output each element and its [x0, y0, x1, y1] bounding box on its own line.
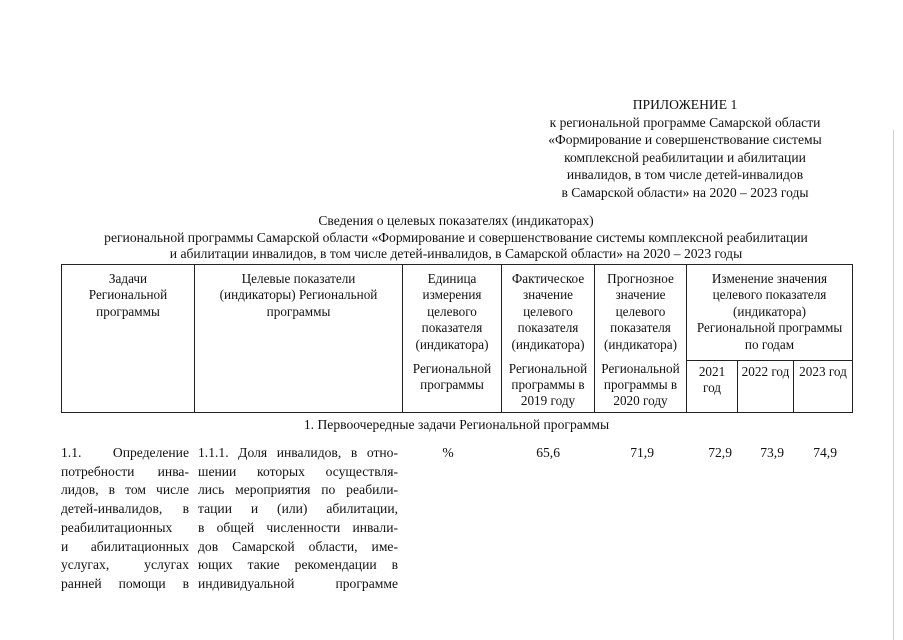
task-line: лидов, в том числе: [61, 482, 189, 498]
appendix-line: в Самарской области» на 2020 – 2023 годы: [561, 184, 809, 200]
header-forecast-top: Прогнозное значение целевого показателя (индикатора): [595, 265, 687, 361]
year-2022-value: 73,9: [760, 445, 784, 460]
appendix-title: ПРИЛОЖЕНИЕ 1: [632, 97, 738, 112]
appendix-block: [520, 96, 850, 202]
indicator-line: лись мероприятия по реабили-: [198, 482, 398, 498]
scan-edge-line: [893, 130, 894, 640]
task-line: 1.1. Определение: [61, 445, 189, 460]
appendix-line: «Формирование и совершенствование системы: [548, 132, 822, 148]
task-line: потребности инва-: [61, 463, 189, 479]
indicator-line: дов Самарской области, име-: [198, 538, 398, 554]
appendix-line: инвалидов, в том числе детей-инвалидов: [566, 167, 804, 183]
indicator-line: шении которых осуществля-: [198, 463, 398, 479]
indicator-line: в общей численности инвали-: [198, 519, 398, 535]
indicator-line: тации и (или) абилитации,: [198, 501, 398, 517]
task-line: ранней помощи в: [61, 575, 189, 591]
task-line: детей-инвалидов, в: [61, 501, 189, 517]
header-unit-bottom: Региональной программы: [403, 361, 502, 413]
task-line: и абилитационных: [61, 538, 189, 554]
task-line: реабилитационных: [61, 519, 173, 535]
task-cell: [61, 444, 189, 594]
header-year-2023: 2023 год: [794, 361, 853, 413]
year-2023-value: 74,9: [813, 445, 837, 460]
indicator-line: ющих такие рекомендации в: [198, 557, 398, 573]
heading-line: региональной программы Самарской области «Формирование и совершенствование системы комплексной реабилитации: [104, 229, 808, 245]
indicator-cell: [198, 444, 398, 594]
indicators-table: [61, 264, 853, 413]
appendix-line: к региональной программе Самарской области: [549, 114, 821, 130]
year-2021-value: 72,9: [708, 445, 732, 460]
actual-2019-value: 65,6: [536, 445, 560, 460]
heading-line: Сведения о целевых показателях (индикаторах): [318, 213, 594, 228]
indicator-line: индивидуальной программе: [198, 575, 398, 591]
header-year-2021: 2021 год: [687, 361, 738, 413]
header-actual-bottom: Региональной программы в 2019 году: [502, 361, 595, 413]
document-heading: [60, 213, 852, 263]
appendix-line: комплексной реабилитации и абилитации: [564, 149, 806, 165]
header-change: Изменение значения целевого показателя (индикатора) Региональной программы по годам: [687, 265, 853, 361]
header-actual-top: Фактическое значение целевого показателя (индикатора): [502, 265, 595, 361]
header-tasks: Задачи Региональной программы: [62, 265, 195, 413]
indicator-line: 1.1.1. Доля инвалидов, в отно-: [198, 445, 398, 460]
section-title: 1. Первоочередные задачи Региональной программы: [303, 417, 610, 432]
forecast-2020-value: 71,9: [630, 445, 654, 460]
task-line: услугах, услугах: [61, 557, 189, 573]
unit-value: %: [442, 445, 454, 460]
heading-line: и абилитации инвалидов, в том числе детей-инвалидов, в Самарской области» на 2020 – 2023 годы: [169, 246, 743, 262]
header-unit-top: Единица измерения целевого показателя (индикатора): [403, 265, 502, 361]
header-year-2022: 2022 год: [738, 361, 794, 413]
header-forecast-bottom: Региональной программы в 2020 году: [595, 361, 687, 413]
header-indicators: Целевые показатели (индикаторы) Региональной программы: [195, 265, 403, 413]
